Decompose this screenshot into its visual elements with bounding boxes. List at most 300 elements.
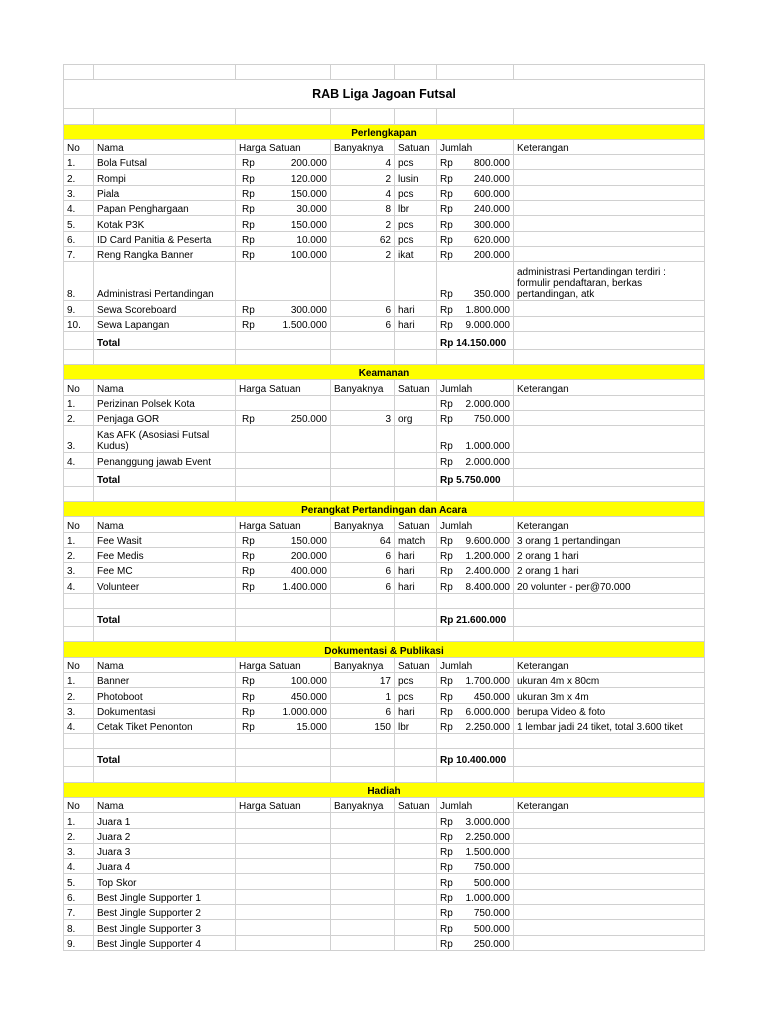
- item-note[interactable]: [514, 843, 705, 858]
- item-amount[interactable]: [437, 828, 514, 843]
- column-header[interactable]: Harga Satuan: [236, 657, 331, 672]
- item-unit[interactable]: pcs: [395, 672, 437, 687]
- empty-cell[interactable]: [236, 627, 331, 642]
- empty-cell[interactable]: [331, 609, 395, 627]
- empty-cell[interactable]: [64, 749, 94, 767]
- total-label[interactable]: Total: [94, 749, 236, 767]
- item-amount[interactable]: [437, 703, 514, 718]
- item-unit[interactable]: lusin: [395, 170, 437, 185]
- empty-cell[interactable]: [514, 627, 705, 642]
- column-header[interactable]: Harga Satuan: [236, 380, 331, 395]
- empty-cell[interactable]: [514, 609, 705, 627]
- item-name[interactable]: Kotak P3K: [94, 216, 236, 231]
- item-note[interactable]: [514, 874, 705, 889]
- item-name[interactable]: Dokumentasi: [94, 703, 236, 718]
- item-name[interactable]: Bola Futsal: [94, 155, 236, 170]
- item-qty[interactable]: 4: [331, 155, 395, 170]
- item-name[interactable]: Volunteer: [94, 578, 236, 593]
- item-name[interactable]: Best Jingle Supporter 1: [94, 889, 236, 904]
- column-header[interactable]: Nama: [94, 797, 236, 812]
- item-qty[interactable]: [331, 395, 395, 410]
- empty-cell[interactable]: [395, 734, 437, 749]
- item-no[interactable]: 1.: [64, 395, 94, 410]
- item-amount[interactable]: [437, 201, 514, 216]
- item-unit[interactable]: [395, 935, 437, 950]
- column-header[interactable]: Keterangan: [514, 797, 705, 812]
- item-no[interactable]: 4.: [64, 859, 94, 874]
- column-header[interactable]: Keterangan: [514, 380, 705, 395]
- item-qty[interactable]: 150: [331, 718, 395, 733]
- item-no[interactable]: 2.: [64, 411, 94, 426]
- column-header[interactable]: Keterangan: [514, 517, 705, 532]
- item-note[interactable]: 2 orang 1 hari: [514, 563, 705, 578]
- column-header[interactable]: Satuan: [395, 517, 437, 532]
- item-price[interactable]: [236, 874, 331, 889]
- item-price[interactable]: [236, 170, 331, 185]
- column-header[interactable]: Banyaknya: [331, 139, 395, 154]
- column-header[interactable]: Jumlah: [437, 657, 514, 672]
- section-title[interactable]: Perangkat Pertandingan dan Acara: [64, 501, 705, 516]
- item-note[interactable]: [514, 231, 705, 246]
- item-unit[interactable]: [395, 905, 437, 920]
- item-no[interactable]: 1.: [64, 155, 94, 170]
- empty-cell[interactable]: [94, 593, 236, 608]
- column-header[interactable]: Nama: [94, 657, 236, 672]
- column-header[interactable]: Keterangan: [514, 139, 705, 154]
- empty-cell[interactable]: [331, 468, 395, 486]
- item-note[interactable]: [514, 905, 705, 920]
- column-header[interactable]: No: [64, 380, 94, 395]
- column-header[interactable]: Keterangan: [514, 657, 705, 672]
- item-amount[interactable]: [437, 563, 514, 578]
- item-price[interactable]: [236, 920, 331, 935]
- item-name[interactable]: Fee Wasit: [94, 532, 236, 547]
- item-qty[interactable]: [331, 935, 395, 950]
- item-no[interactable]: 1.: [64, 532, 94, 547]
- item-unit[interactable]: [395, 262, 437, 301]
- empty-cell[interactable]: [236, 486, 331, 501]
- total-amount[interactable]: [437, 468, 514, 486]
- item-qty[interactable]: 64: [331, 532, 395, 547]
- item-note[interactable]: [514, 411, 705, 426]
- item-note[interactable]: [514, 316, 705, 331]
- item-unit[interactable]: [395, 426, 437, 453]
- empty-cell[interactable]: [236, 593, 331, 608]
- item-qty[interactable]: [331, 262, 395, 301]
- item-unit[interactable]: hari: [395, 301, 437, 316]
- item-no[interactable]: 2.: [64, 170, 94, 185]
- empty-cell[interactable]: [331, 331, 395, 349]
- item-qty[interactable]: [331, 905, 395, 920]
- item-note[interactable]: [514, 301, 705, 316]
- item-qty[interactable]: 6: [331, 316, 395, 331]
- section-title[interactable]: Perlengkapan: [64, 124, 705, 139]
- item-no[interactable]: 4.: [64, 453, 94, 468]
- empty-cell[interactable]: [64, 486, 94, 501]
- empty-cell[interactable]: [331, 349, 395, 364]
- item-qty[interactable]: [331, 859, 395, 874]
- item-note[interactable]: [514, 426, 705, 453]
- empty-cell[interactable]: [64, 627, 94, 642]
- item-qty[interactable]: [331, 889, 395, 904]
- item-amount[interactable]: [437, 453, 514, 468]
- empty-cell[interactable]: [514, 749, 705, 767]
- empty-cell[interactable]: [94, 734, 236, 749]
- item-price[interactable]: [236, 905, 331, 920]
- empty-cell[interactable]: [331, 734, 395, 749]
- item-price[interactable]: [236, 718, 331, 733]
- item-note[interactable]: [514, 201, 705, 216]
- item-price[interactable]: [236, 301, 331, 316]
- empty-cell[interactable]: [395, 593, 437, 608]
- item-no[interactable]: 1.: [64, 813, 94, 828]
- item-unit[interactable]: [395, 874, 437, 889]
- item-unit[interactable]: [395, 889, 437, 904]
- item-note[interactable]: [514, 155, 705, 170]
- item-unit[interactable]: [395, 828, 437, 843]
- column-header[interactable]: Harga Satuan: [236, 517, 331, 532]
- item-qty[interactable]: [331, 874, 395, 889]
- item-amount[interactable]: [437, 843, 514, 858]
- item-qty[interactable]: [331, 426, 395, 453]
- item-amount[interactable]: [437, 316, 514, 331]
- item-qty[interactable]: 2: [331, 246, 395, 261]
- item-no[interactable]: 4.: [64, 718, 94, 733]
- item-name[interactable]: Fee MC: [94, 563, 236, 578]
- empty-cell[interactable]: [64, 593, 94, 608]
- item-unit[interactable]: pcs: [395, 231, 437, 246]
- column-header[interactable]: Jumlah: [437, 139, 514, 154]
- item-price[interactable]: [236, 532, 331, 547]
- empty-cell[interactable]: [514, 593, 705, 608]
- item-qty[interactable]: 2: [331, 216, 395, 231]
- column-header[interactable]: Nama: [94, 380, 236, 395]
- item-amount[interactable]: [437, 155, 514, 170]
- item-price[interactable]: [236, 316, 331, 331]
- item-amount[interactable]: [437, 935, 514, 950]
- total-amount[interactable]: [437, 749, 514, 767]
- item-unit[interactable]: ikat: [395, 246, 437, 261]
- item-unit[interactable]: match: [395, 532, 437, 547]
- column-header[interactable]: Banyaknya: [331, 380, 395, 395]
- item-note[interactable]: [514, 170, 705, 185]
- item-name[interactable]: Penanggung jawab Event: [94, 453, 236, 468]
- item-name[interactable]: Best Jingle Supporter 4: [94, 935, 236, 950]
- item-qty[interactable]: [331, 920, 395, 935]
- empty-cell[interactable]: [94, 486, 236, 501]
- empty-cell[interactable]: [395, 609, 437, 627]
- item-amount[interactable]: [437, 246, 514, 261]
- item-qty[interactable]: [331, 813, 395, 828]
- item-price[interactable]: [236, 453, 331, 468]
- empty-cell[interactable]: [395, 627, 437, 642]
- item-amount[interactable]: [437, 170, 514, 185]
- empty-cell[interactable]: [437, 627, 514, 642]
- item-amount[interactable]: [437, 718, 514, 733]
- item-qty[interactable]: [331, 828, 395, 843]
- empty-cell[interactable]: [395, 349, 437, 364]
- empty-cell[interactable]: [514, 734, 705, 749]
- item-amount[interactable]: [437, 905, 514, 920]
- column-header[interactable]: No: [64, 797, 94, 812]
- column-header[interactable]: Banyaknya: [331, 797, 395, 812]
- item-amount[interactable]: [437, 411, 514, 426]
- column-header[interactable]: Satuan: [395, 380, 437, 395]
- item-amount[interactable]: [437, 889, 514, 904]
- empty-cell[interactable]: [236, 734, 331, 749]
- item-no[interactable]: 5.: [64, 874, 94, 889]
- item-name[interactable]: Banner: [94, 672, 236, 687]
- item-price[interactable]: [236, 155, 331, 170]
- item-price[interactable]: [236, 563, 331, 578]
- empty-cell[interactable]: [437, 734, 514, 749]
- item-price[interactable]: [236, 688, 331, 703]
- item-amount[interactable]: [437, 301, 514, 316]
- empty-cell[interactable]: [395, 486, 437, 501]
- empty-cell[interactable]: [395, 767, 437, 782]
- empty-cell[interactable]: [514, 486, 705, 501]
- item-note[interactable]: berupa Video & foto: [514, 703, 705, 718]
- item-note[interactable]: ukuran 4m x 80cm: [514, 672, 705, 687]
- item-unit[interactable]: lbr: [395, 718, 437, 733]
- item-unit[interactable]: [395, 813, 437, 828]
- item-unit[interactable]: hari: [395, 703, 437, 718]
- item-unit[interactable]: hari: [395, 547, 437, 562]
- item-no[interactable]: 7.: [64, 905, 94, 920]
- item-name[interactable]: Best Jingle Supporter 2: [94, 905, 236, 920]
- item-price[interactable]: [236, 231, 331, 246]
- item-no[interactable]: 6.: [64, 889, 94, 904]
- item-no[interactable]: 3.: [64, 703, 94, 718]
- item-qty[interactable]: 8: [331, 201, 395, 216]
- item-name[interactable]: Juara 1: [94, 813, 236, 828]
- item-no[interactable]: 1.: [64, 672, 94, 687]
- item-note[interactable]: [514, 185, 705, 200]
- item-note[interactable]: [514, 453, 705, 468]
- empty-cell[interactable]: [94, 767, 236, 782]
- item-amount[interactable]: [437, 813, 514, 828]
- total-label[interactable]: Total: [94, 331, 236, 349]
- item-name[interactable]: Top Skor: [94, 874, 236, 889]
- total-label[interactable]: Total: [94, 468, 236, 486]
- item-amount[interactable]: [437, 920, 514, 935]
- item-unit[interactable]: lbr: [395, 201, 437, 216]
- item-no[interactable]: 8.: [64, 920, 94, 935]
- item-qty[interactable]: [331, 453, 395, 468]
- empty-cell[interactable]: [64, 734, 94, 749]
- item-price[interactable]: [236, 185, 331, 200]
- item-qty[interactable]: 4: [331, 185, 395, 200]
- empty-cell[interactable]: [395, 749, 437, 767]
- item-qty[interactable]: 6: [331, 563, 395, 578]
- item-note[interactable]: [514, 216, 705, 231]
- item-note[interactable]: 1 lembar jadi 24 tiket, total 3.600 tiket: [514, 718, 705, 733]
- item-price[interactable]: [236, 843, 331, 858]
- item-name[interactable]: Cetak Tiket Penonton: [94, 718, 236, 733]
- empty-cell[interactable]: [395, 331, 437, 349]
- item-note[interactable]: ukuran 3m x 4m: [514, 688, 705, 703]
- item-no[interactable]: 2.: [64, 547, 94, 562]
- empty-cell[interactable]: [331, 767, 395, 782]
- empty-cell[interactable]: [514, 331, 705, 349]
- column-header[interactable]: No: [64, 517, 94, 532]
- column-header[interactable]: Satuan: [395, 797, 437, 812]
- total-amount[interactable]: [437, 609, 514, 627]
- item-price[interactable]: [236, 216, 331, 231]
- empty-cell[interactable]: [437, 349, 514, 364]
- item-name[interactable]: Fee Medis: [94, 547, 236, 562]
- empty-cell[interactable]: [331, 593, 395, 608]
- item-unit[interactable]: [395, 843, 437, 858]
- empty-cell[interactable]: [236, 609, 331, 627]
- item-unit[interactable]: [395, 920, 437, 935]
- empty-cell[interactable]: [64, 468, 94, 486]
- item-qty[interactable]: 2: [331, 170, 395, 185]
- item-amount[interactable]: [437, 532, 514, 547]
- column-header[interactable]: Banyaknya: [331, 517, 395, 532]
- item-amount[interactable]: [437, 859, 514, 874]
- item-note[interactable]: [514, 828, 705, 843]
- empty-cell[interactable]: [331, 749, 395, 767]
- item-note[interactable]: 20 volunter - per@70.000: [514, 578, 705, 593]
- item-qty[interactable]: 6: [331, 578, 395, 593]
- item-unit[interactable]: [395, 453, 437, 468]
- item-name[interactable]: Papan Penghargaan: [94, 201, 236, 216]
- item-price[interactable]: [236, 828, 331, 843]
- item-name[interactable]: Photoboot: [94, 688, 236, 703]
- item-name[interactable]: Sewa Lapangan: [94, 316, 236, 331]
- item-qty[interactable]: [331, 843, 395, 858]
- empty-cell[interactable]: [236, 349, 331, 364]
- item-amount[interactable]: [437, 262, 514, 301]
- item-price[interactable]: [236, 426, 331, 453]
- empty-cell[interactable]: [64, 767, 94, 782]
- column-header[interactable]: Harga Satuan: [236, 139, 331, 154]
- item-no[interactable]: 9.: [64, 301, 94, 316]
- empty-cell[interactable]: [94, 349, 236, 364]
- item-amount[interactable]: [437, 874, 514, 889]
- item-no[interactable]: 3.: [64, 563, 94, 578]
- item-price[interactable]: [236, 578, 331, 593]
- item-note[interactable]: [514, 395, 705, 410]
- column-header[interactable]: Harga Satuan: [236, 797, 331, 812]
- column-header[interactable]: No: [64, 139, 94, 154]
- item-qty[interactable]: 62: [331, 231, 395, 246]
- item-amount[interactable]: [437, 395, 514, 410]
- item-note[interactable]: [514, 889, 705, 904]
- item-name[interactable]: Best Jingle Supporter 3: [94, 920, 236, 935]
- item-unit[interactable]: pcs: [395, 185, 437, 200]
- item-unit[interactable]: [395, 859, 437, 874]
- item-qty[interactable]: 6: [331, 703, 395, 718]
- item-no[interactable]: 3.: [64, 426, 94, 453]
- empty-cell[interactable]: [236, 331, 331, 349]
- item-name[interactable]: Reng Rangka Banner: [94, 246, 236, 261]
- item-name[interactable]: Penjaga GOR: [94, 411, 236, 426]
- total-amount[interactable]: [437, 331, 514, 349]
- item-price[interactable]: [236, 889, 331, 904]
- column-header[interactable]: Jumlah: [437, 380, 514, 395]
- item-amount[interactable]: [437, 578, 514, 593]
- item-no[interactable]: 4.: [64, 578, 94, 593]
- column-header[interactable]: Jumlah: [437, 517, 514, 532]
- item-unit[interactable]: hari: [395, 578, 437, 593]
- empty-cell[interactable]: [395, 468, 437, 486]
- item-qty[interactable]: 17: [331, 672, 395, 687]
- item-note[interactable]: 3 orang 1 pertandingan: [514, 532, 705, 547]
- item-no[interactable]: 8.: [64, 262, 94, 301]
- empty-cell[interactable]: [94, 627, 236, 642]
- item-no[interactable]: 9.: [64, 935, 94, 950]
- item-price[interactable]: [236, 813, 331, 828]
- item-amount[interactable]: [437, 426, 514, 453]
- item-price[interactable]: [236, 859, 331, 874]
- item-amount[interactable]: [437, 547, 514, 562]
- item-unit[interactable]: hari: [395, 563, 437, 578]
- item-price[interactable]: [236, 672, 331, 687]
- item-amount[interactable]: [437, 185, 514, 200]
- section-title[interactable]: Hadiah: [64, 782, 705, 797]
- item-unit[interactable]: pcs: [395, 155, 437, 170]
- item-name[interactable]: Piala: [94, 185, 236, 200]
- column-header[interactable]: No: [64, 657, 94, 672]
- empty-cell[interactable]: [437, 767, 514, 782]
- empty-cell[interactable]: [64, 349, 94, 364]
- item-price[interactable]: [236, 246, 331, 261]
- item-amount[interactable]: [437, 672, 514, 687]
- item-unit[interactable]: pcs: [395, 688, 437, 703]
- item-name[interactable]: Sewa Scoreboard: [94, 301, 236, 316]
- item-price[interactable]: [236, 262, 331, 301]
- section-title[interactable]: Dokumentasi & Publikasi: [64, 642, 705, 657]
- empty-cell[interactable]: [514, 767, 705, 782]
- item-price[interactable]: [236, 201, 331, 216]
- item-no[interactable]: 2.: [64, 828, 94, 843]
- item-unit[interactable]: [395, 395, 437, 410]
- item-no[interactable]: 3.: [64, 185, 94, 200]
- sheet-title[interactable]: RAB Liga Jagoan Futsal: [64, 80, 705, 109]
- empty-cell[interactable]: [514, 468, 705, 486]
- column-header[interactable]: Nama: [94, 517, 236, 532]
- item-no[interactable]: 2.: [64, 688, 94, 703]
- item-qty[interactable]: 3: [331, 411, 395, 426]
- item-no[interactable]: 4.: [64, 201, 94, 216]
- item-unit[interactable]: pcs: [395, 216, 437, 231]
- empty-cell[interactable]: [514, 349, 705, 364]
- empty-cell[interactable]: [236, 749, 331, 767]
- column-header[interactable]: Nama: [94, 139, 236, 154]
- item-name[interactable]: Juara 3: [94, 843, 236, 858]
- item-qty[interactable]: 6: [331, 301, 395, 316]
- empty-cell[interactable]: [437, 486, 514, 501]
- section-title[interactable]: Keamanan: [64, 365, 705, 380]
- item-name[interactable]: Administrasi Pertandingan: [94, 262, 236, 301]
- empty-cell[interactable]: [236, 767, 331, 782]
- column-header[interactable]: Satuan: [395, 139, 437, 154]
- item-unit[interactable]: org: [395, 411, 437, 426]
- item-amount[interactable]: [437, 688, 514, 703]
- item-note[interactable]: [514, 246, 705, 261]
- empty-cell[interactable]: [64, 331, 94, 349]
- item-price[interactable]: [236, 703, 331, 718]
- item-note[interactable]: [514, 935, 705, 950]
- item-no[interactable]: 6.: [64, 231, 94, 246]
- item-amount[interactable]: [437, 231, 514, 246]
- total-label[interactable]: Total: [94, 609, 236, 627]
- item-qty[interactable]: 6: [331, 547, 395, 562]
- item-name[interactable]: ID Card Panitia & Peserta: [94, 231, 236, 246]
- item-price[interactable]: [236, 547, 331, 562]
